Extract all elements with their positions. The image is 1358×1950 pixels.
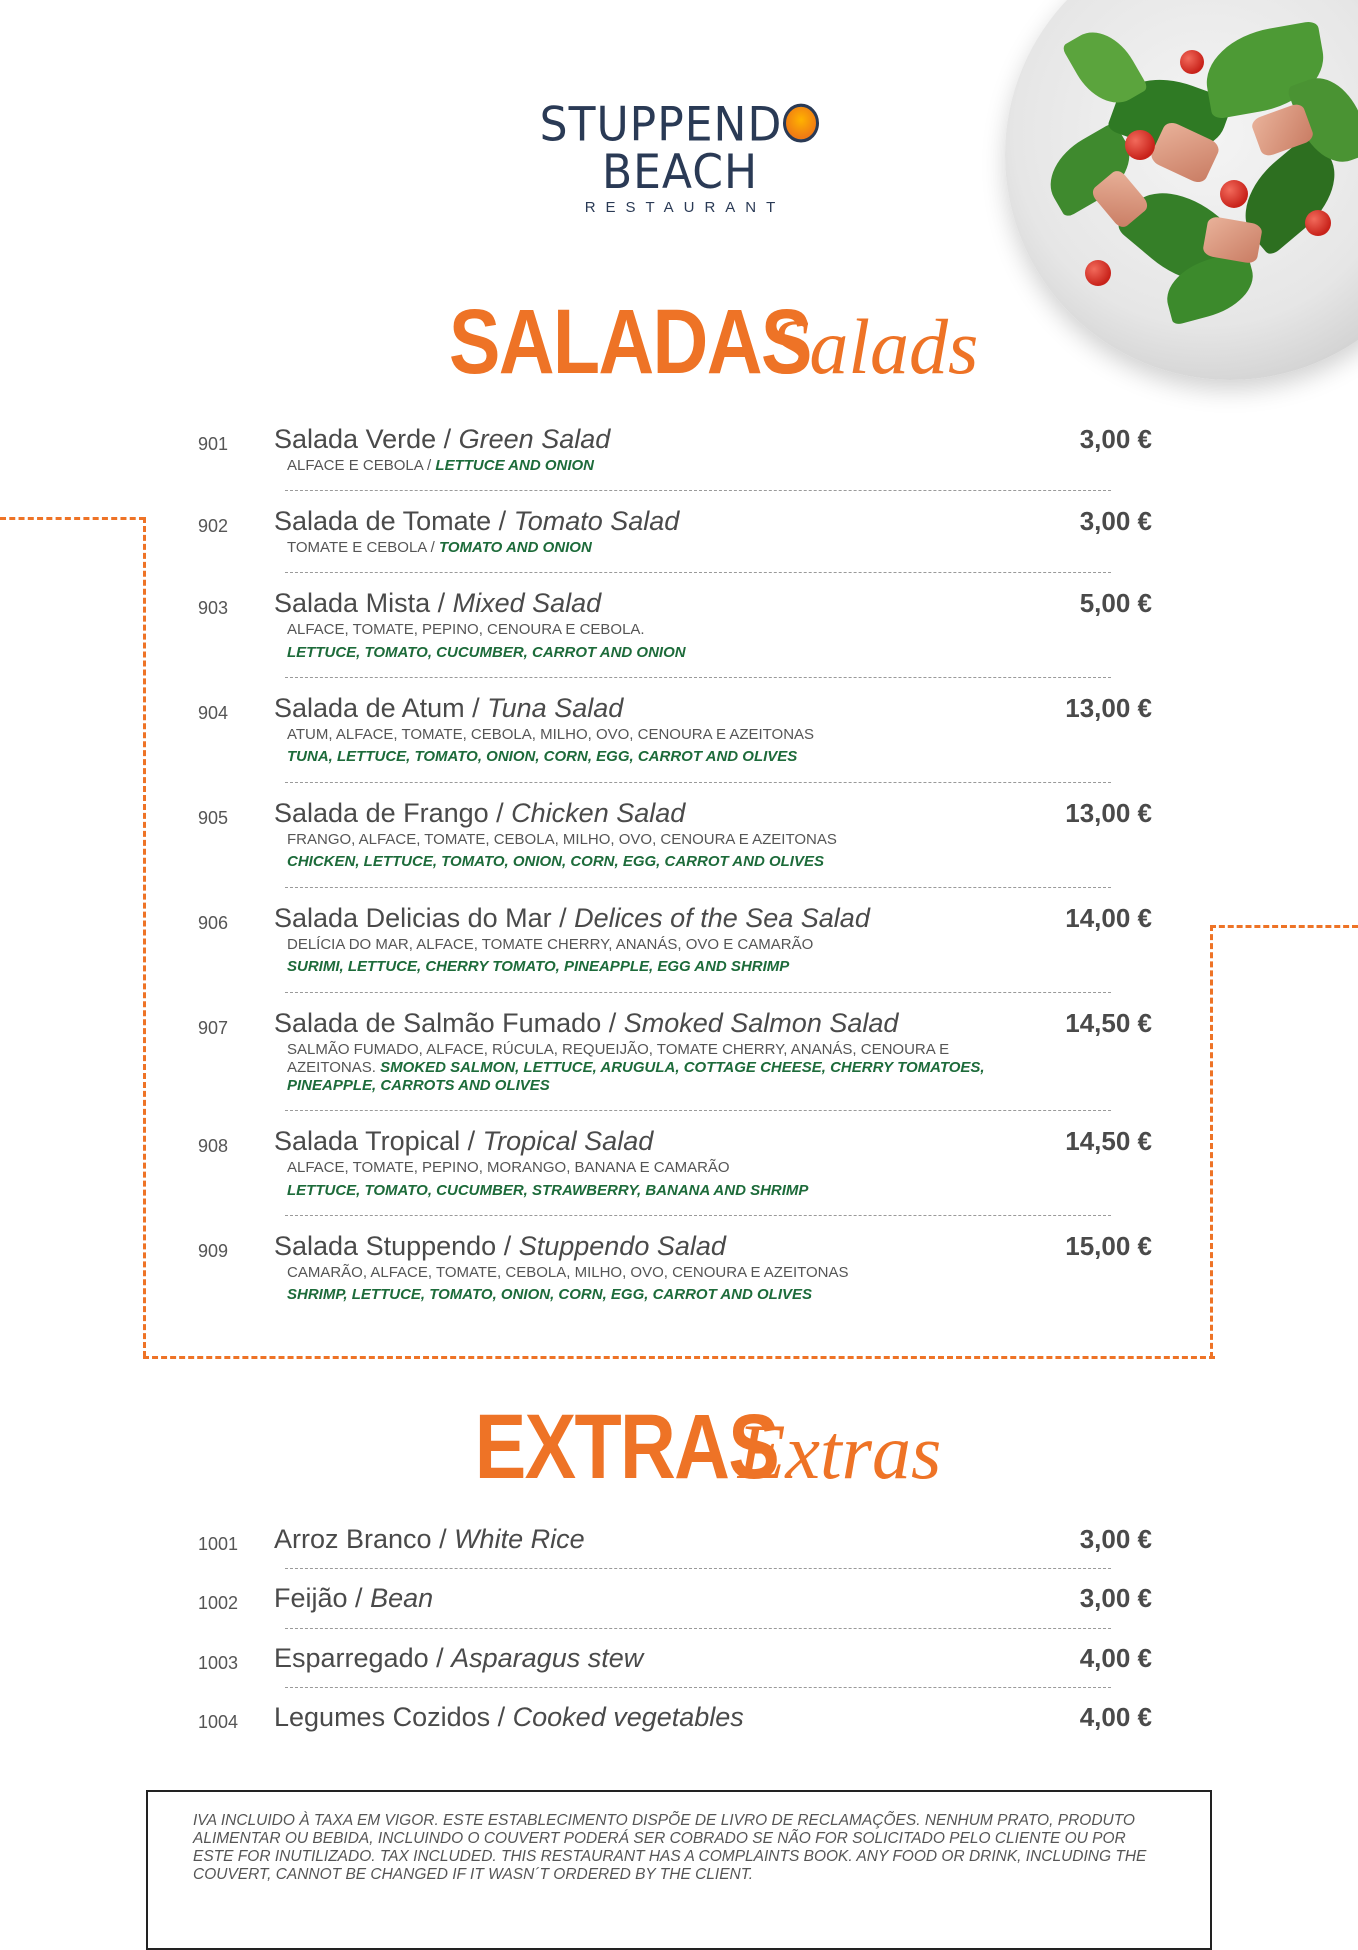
salads-title-pt: SALADAS [448,291,811,393]
salads-title-en: Salads [770,303,979,390]
dashed-frame-right [1210,925,1213,1358]
item-name: Salada Verde / Green Salad [274,424,611,454]
item-number: 906 [198,913,229,933]
item-number: 1001 [198,1534,239,1554]
item-price: 3,00 € [1079,1583,1152,1613]
item-price: 3,00 € [1079,506,1152,536]
extras-section-title [0,1395,1358,1500]
item-number: 1004 [198,1712,239,1732]
item-number: 903 [198,598,229,618]
item-number: 905 [198,808,229,828]
item-description: ALFACE E CEBOLA / LETTUCE AND ONION [287,457,595,474]
item-name: Salada Delicias do Mar / Delices of the Sea Salad [274,903,870,933]
legal-notice-box [146,1790,1212,1950]
item-number: 902 [198,516,229,536]
item-number: 908 [198,1136,229,1156]
item-name: Salada de Atum / Tuna Salad [274,693,624,723]
item-name: Salada de Frango / Chicken Salad [274,798,686,828]
item-number: 1003 [198,1653,239,1673]
item-price: 14,50 € [1065,1008,1152,1038]
item-separator [285,1215,1111,1216]
sun-icon [783,104,819,143]
item-separator [285,782,1111,783]
item-name: Salada de Tomate / Tomato Salad [274,506,680,536]
item-price: 3,00 € [1079,1524,1152,1554]
item-name: Feijão / Bean [274,1583,434,1613]
item-description: ALFACE, TOMATE, PEPINO, MORANGO, BANANA E CAMARÃO LETTUCE, TOMATO, CUCUMBER, STRAWBERRY, BANANA AND SHRIMP [287,1159,809,1199]
item-price: 5,00 € [1079,588,1152,618]
item-name: Salada Stuppendo / Stuppendo Salad [274,1231,726,1261]
item-number: 907 [198,1018,229,1038]
item-number: 901 [198,434,229,454]
item-separator [285,490,1111,491]
item-separator [285,1110,1111,1111]
item-separator [285,1568,1111,1569]
item-separator [285,677,1111,678]
item-description: FRANGO, ALFACE, TOMATE, CEBOLA, MILHO, OVO, CENOURA E AZEITONAS CHICKEN, LETTUCE, TOMATO, ONION, CORN, EGG, CARROT AND OLIVES [287,831,837,870]
item-separator [285,572,1111,573]
item-price: 13,00 € [1065,693,1152,723]
extras-title-en: Extras [737,1408,942,1495]
item-separator [285,992,1111,993]
item-price: 4,00 € [1079,1702,1152,1732]
item-price: 14,50 € [1065,1126,1152,1156]
legal-notice-text: IVA INCLUIDO À TAXA EM VIGOR. ESTE ESTABLECIMENTO DISPÕE DE LIVRO DE RECLAMAÇÕES. NENHUM PRATO, PRODUTO ALIMENTAR OU BEBIDA, INCLUINDO O COUVERT PODERÁ SER COBRADO SE NÃO FOR SOLICITADO PELO CLIENTE OU POR ESTE FOR INUTILIZADO. TAX INCLUDED. THIS RESTAURANT HAS A COMPLAINTS BOOK. ANY FOOD OR DRINK, INCLUDING THE COUVERT, CANNOT BE CHANGED IF IT WASN´T ORDERED BY THE CLIENT. [193,1812,1147,1883]
item-description: TOMATE E CEBOLA / TOMATO AND ONION [287,539,592,556]
dashed-frame-left-top [0,517,145,520]
item-number: 904 [198,703,229,723]
item-description: CAMARÃO, ALFACE, TOMATE, CEBOLA, MILHO, OVO, CENOURA E AZEITONAS SHRIMP, LETTUCE, TOMATO, ONION, CORN, EGG, CARROT AND OLIVES [287,1264,849,1303]
item-name: Salada de Salmão Fumado / Smoked Salmon Salad [274,1008,899,1038]
item-separator [285,1687,1111,1688]
item-name: Salada Tropical / Tropical Salad [274,1126,654,1156]
item-description: DELÍCIA DO MAR, ALFACE, TOMATE CHERRY, ANANÁS, OVO E CAMARÃO SURIMI, LETTUCE, CHERRY TOMATO, PINEAPPLE, EGG AND SHRIMP [287,936,814,975]
item-name: Esparregado / Asparagus stew [274,1643,644,1673]
extras-title-pt: EXTRAS [474,1396,778,1498]
item-number: 909 [198,1241,229,1261]
logo-wordmark: STUPPENDBEACH [480,101,880,196]
item-price: 3,00 € [1079,424,1152,454]
item-number: 1002 [198,1593,239,1613]
item-separator [285,887,1111,888]
salads-section-title [0,290,1358,395]
logo-subtitle: RESTAURANT [584,199,786,216]
item-description: SALMÃO FUMADO, ALFACE, RÚCULA, REQUEIJÃO, TOMATE CHERRY, ANANÁS, CENOURA E AZEITONAS. SMOKED SALMON, LETTUCE, ARUGULA, COTTAGE CHEESE, CHERRY TOMATOES, PINEAPPLE, CARROTS AND OLIVES [287,1041,985,1094]
item-price: 4,00 € [1079,1643,1152,1673]
dashed-frame-left [143,517,146,1357]
item-price: 14,00 € [1065,903,1152,933]
item-price: 13,00 € [1065,798,1152,828]
item-separator [285,1628,1111,1629]
dashed-frame-right-top [1210,925,1358,928]
item-price: 15,00 € [1065,1231,1152,1261]
item-name: Salada Mista / Mixed Salad [274,588,602,618]
dashed-frame-bottom [143,1356,1215,1359]
item-description: ATUM, ALFACE, TOMATE, CEBOLA, MILHO, OVO, CENOURA E AZEITONAS TUNA, LETTUCE, TOMATO, ONION, CORN, EGG, CARROT AND OLIVES [287,726,815,765]
item-name: Legumes Cozidos / Cooked vegetables [274,1702,744,1732]
restaurant-logo [480,97,880,216]
item-description: ALFACE, TOMATE, PEPINO, CENOURA E CEBOLA. LETTUCE, TOMATO, CUCUMBER, CARROT AND ONION [287,621,686,661]
item-name: Arroz Branco / White Rice [274,1524,585,1554]
